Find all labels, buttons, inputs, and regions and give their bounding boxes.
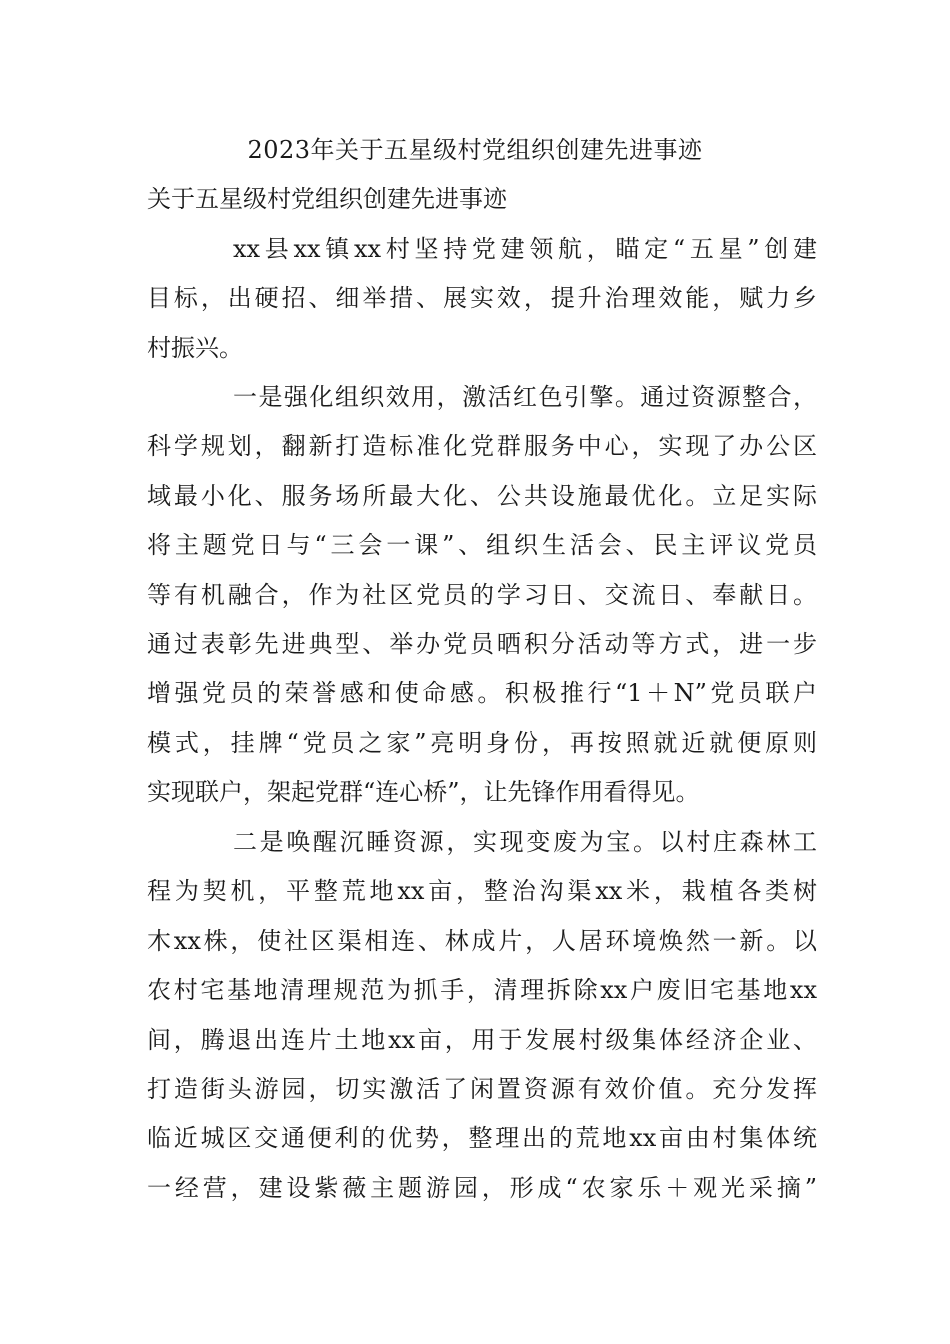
paragraph-line: xx县xx镇xx村坚持党建领航，瞄定“五星”创建	[233, 235, 817, 263]
paragraph-line: 木xx株，使社区渠相连、林成片，人居环境焕然一新。以	[147, 926, 817, 955]
paragraph-line: 增强党员的荣誉感和使命感。积极推行“1＋N”党员联户	[147, 679, 817, 708]
paragraph-organization	[147, 373, 817, 818]
paragraph-line: 科学规划，翻新打造标准化党群服务中心，实现了办公区	[147, 432, 817, 461]
paragraph-line: 临近城区交通便利的优势，整理出的荒地xx亩由村集体统	[147, 1124, 817, 1153]
paragraph-line: 一经营，建设紫薇主题游园，形成“农家乐＋观光采摘”	[147, 1173, 817, 1202]
paragraph-line: 村振兴。	[147, 333, 243, 362]
paragraph-line: 二是唤醒沉睡资源，实现变废为宝。以村庄森林工	[233, 828, 817, 856]
paragraph-resources	[147, 818, 817, 1213]
paragraph-line: 程为契机，平整荒地xx亩，整治沟渠xx米，栽植各类树	[147, 877, 817, 906]
paragraph-line: 农村宅基地清理规范为抓手，清理拆除xx户废旧宅基地xx	[147, 976, 817, 1005]
paragraph-line: 模式，挂牌“党员之家”亮明身份，再按照就近就便原则	[147, 728, 817, 757]
paragraph-line: 间，腾退出连片土地xx亩，用于发展村级集体经济企业、	[147, 1025, 817, 1054]
paragraph-line: 将主题党日与“三会一课”、组织生活会、民主评议党员	[147, 531, 817, 560]
paragraph-intro	[147, 225, 817, 373]
document-subtitle: 关于五星级村党组织创建先进事迹	[147, 185, 507, 213]
paragraph-line: 打造街头游园，切实激活了闲置资源有效价值。充分发挥	[147, 1074, 817, 1103]
paragraph-line: 等有机融合，作为社区党员的学习日、交流日、奉献日。	[147, 580, 817, 609]
paragraph-line: 通过表彰先进典型、举办党员晒积分活动等方式，进一步	[147, 629, 817, 658]
paragraph-line: 域最小化、服务场所最大化、公共设施最优化。立足实际	[147, 481, 817, 510]
paragraph-line: 一是强化组织效用，激活红色引擎。通过资源整合，	[233, 383, 817, 411]
paragraph-line: 目标，出硬招、细举措、展实效，提升治理效能，赋力乡	[147, 284, 817, 313]
paragraph-line: 实现联户，架起党群“连心桥”，让先锋作用看得见。	[147, 778, 700, 807]
document-title: 2023年关于五星级村党组织创建先进事迹	[247, 136, 703, 164]
